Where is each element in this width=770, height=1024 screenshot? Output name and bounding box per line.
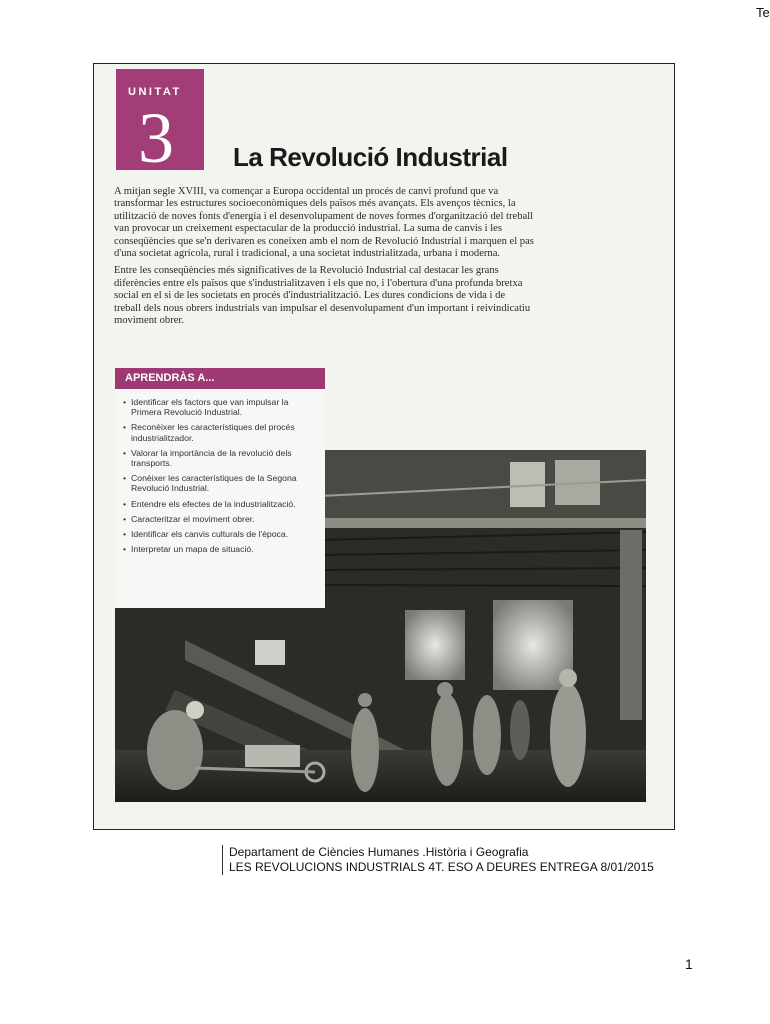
intro-paragraph: Entre les conseqüències més significatives de la Revolució Industrial cal destacar les grans diferències entre els països que s'industrialitzaven i els que no, i l'obertura d'una profunda bretxa social en el si de les societats en procés d'industrialització. Les dures condicions de vida i de treball dels nous obrers industrials van impulsar el desenvolupament d'un important i reivindicatiu moviment obrer. bbox=[114, 265, 531, 327]
unit-badge bbox=[116, 69, 204, 178]
intro-paragraph: A mitjan segle XVIII, va començar a Europa occidental un procés de canvi profund que va transformar les estructures socioeconòmiques dels països més avançats. Els avenços tècnics, la utilització de noves fonts d'energia i el desenvolupament de noves formes d'organització del treball van provocar un creixement espectacular de la producció industrial. La suma de canvis i les conseqüències que se'n derivaren es coneixen amb el nom de Revolució Industrial i marquen el pas d'una societat agrícola, rural i tradicional, a una societat industrialitzada, urbana i moderna. bbox=[114, 186, 534, 260]
page-number: 1 bbox=[685, 956, 693, 972]
learn-item-text: Caracteritzar el moviment obrer. bbox=[131, 513, 255, 524]
intro-text bbox=[114, 186, 534, 332]
list-item: • Entendre els efectes de la industrialització. bbox=[123, 498, 296, 509]
list-item: • Conèixer les característiques de la Segona Revolució Industrial. bbox=[123, 473, 319, 493]
learn-item-text: Conèixer les característiques de la Segona Revolució Industrial. bbox=[131, 473, 297, 494]
page-title: La Revolució Industrial bbox=[233, 142, 508, 172]
learn-item-text: Interpretar un mapa de situació. bbox=[131, 544, 254, 555]
learn-box bbox=[115, 368, 325, 608]
list-item: • Identificar els factors que van impulsar la Primera Revolució Industrial. bbox=[123, 397, 319, 417]
scanned-page bbox=[93, 63, 675, 830]
learn-list bbox=[115, 389, 325, 554]
assignment-line: LES REVOLUCIONS INDUSTRIALS 4T. ESO A DEURES ENTREGA 8/01/2015 bbox=[229, 860, 654, 874]
list-item: • Identificar els canvis culturals de l'època. bbox=[123, 529, 289, 540]
department-line: Departament de Ciències Humanes .Història i Geografia bbox=[229, 845, 529, 859]
list-item: • Valorar la importància de la revolució dels transports. bbox=[123, 448, 319, 468]
unit-label: UNITAT bbox=[128, 86, 182, 98]
learn-item-text: Reconèixer les característiques del procés industrialitzador. bbox=[131, 422, 295, 443]
list-item: • Caracteritzar el moviment obrer. bbox=[123, 513, 255, 524]
learn-item-text: Entendre els efectes de la industrialització. bbox=[131, 498, 296, 509]
learn-item-text: Identificar els canvis culturals de l'època. bbox=[131, 529, 289, 540]
learn-box-heading: APRENDRÀS A... bbox=[115, 368, 325, 389]
list-item: • Reconèixer les característiques del procés industrialitzador. bbox=[123, 422, 319, 442]
unit-number: 3 bbox=[138, 98, 174, 178]
learn-item-text: Identificar els factors que van impulsar la Primera Revolució Industrial. bbox=[131, 397, 289, 418]
footer-credits bbox=[222, 845, 654, 875]
list-item: • Interpretar un mapa de situació. bbox=[123, 544, 254, 555]
learn-item-text: Valorar la importància de la revolució dels transports. bbox=[131, 447, 292, 469]
corner-text: Te bbox=[756, 5, 770, 20]
